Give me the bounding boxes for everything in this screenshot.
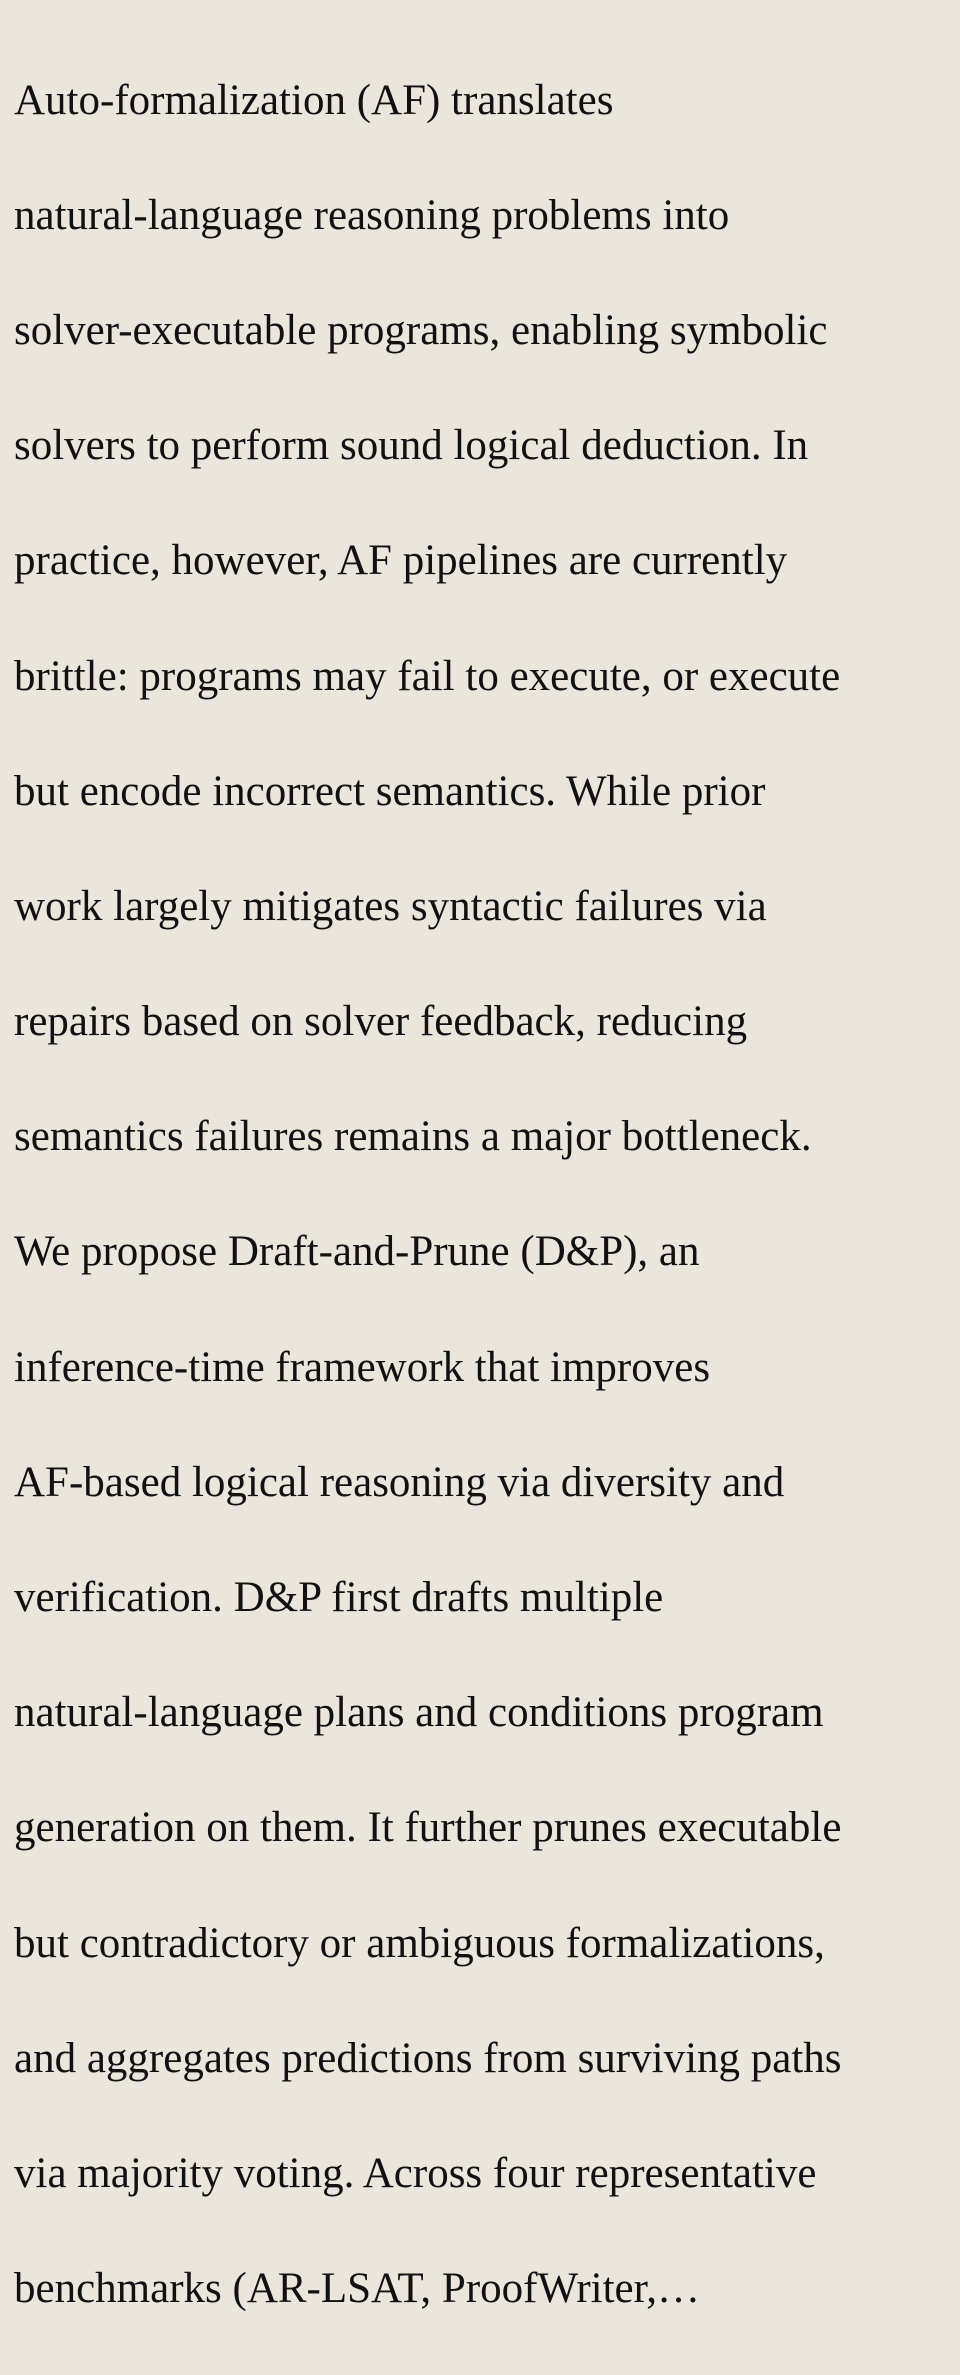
text-line: AF-based logical reasoning via diversity and (14, 1458, 785, 1506)
abstract-text (14, 14, 954, 2375)
text-line: repairs based on solver feedback, reducing (14, 998, 748, 1046)
text-line: via majority voting. Across four representative (14, 2149, 817, 2197)
text-line: natural-language plans and conditions program (14, 1689, 824, 1737)
text-line: generation on them. It further prunes executable (14, 1804, 842, 1852)
text-line: and aggregates predictions from surviving paths (14, 2034, 842, 2082)
text-line: work largely mitigates syntactic failures via (14, 882, 767, 930)
text-line: solver-executable programs, enabling symbolic (14, 306, 828, 354)
text-line: but contradictory or ambiguous formalizations, (14, 1919, 825, 1967)
text-line: verification. D&P first drafts multiple (14, 1574, 664, 1622)
text-line: solvers to perform sound logical deduction. In (14, 422, 809, 470)
text-line: but encode incorrect semantics. While prior (14, 767, 766, 815)
text-line: We propose Draft-and-Prune (D&P), an (14, 1228, 700, 1276)
text-line: Auto-formalization (AF) translates (14, 76, 614, 124)
text-line: natural-language reasoning problems into (14, 191, 730, 239)
text-line: benchmarks (AR-LSAT, ProofWriter,… (14, 2265, 700, 2313)
text-line: inference-time framework that improves (14, 1343, 711, 1391)
text-line: practice, however, AF pipelines are currently (14, 537, 788, 585)
text-line: brittle: programs may fail to execute, or execute (14, 652, 841, 700)
text-line: semantics failures remains a major bottleneck. (14, 1113, 812, 1161)
